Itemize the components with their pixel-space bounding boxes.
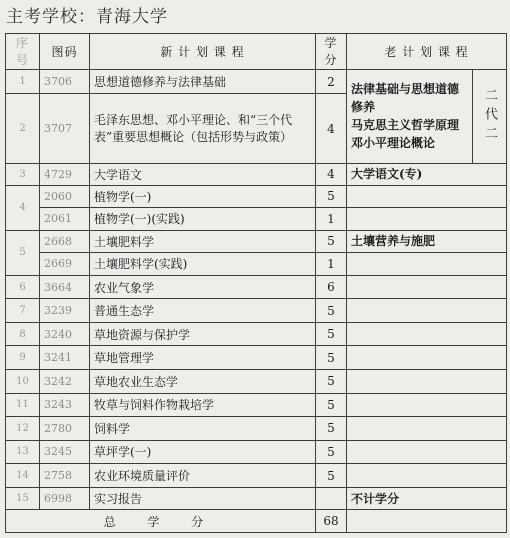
row-seq: 1: [6, 69, 40, 94]
old-course: 不计学分: [347, 487, 507, 510]
row-code: 3239: [40, 299, 90, 323]
row-credit: 2: [316, 69, 347, 94]
row-seq: 4: [6, 185, 40, 230]
old-course-empty: [347, 417, 507, 441]
table-row: [6, 208, 507, 231]
row-seq: 3: [6, 164, 40, 186]
row-code: 6998: [40, 487, 90, 510]
old-course-empty: [347, 440, 507, 464]
row-course-name: 草地农业生态学: [90, 370, 316, 394]
old-course-empty: [347, 464, 507, 488]
total-credit: 68: [316, 510, 347, 533]
table-row: [6, 464, 507, 488]
row-code: 2780: [40, 417, 90, 441]
row-credit: 5: [316, 299, 347, 323]
table-row: [6, 346, 507, 370]
total-row: [6, 510, 507, 533]
row-course-name: 土壤肥料学: [90, 230, 316, 253]
old-course-line: 法律基础与思想道德修养: [351, 82, 460, 115]
row-course-name: 草地资源与保护学: [90, 322, 316, 346]
old-course-empty: [347, 208, 507, 231]
row-credit: 5: [316, 370, 347, 394]
table-row: [6, 185, 507, 208]
row-course-name: 思想道德修养与法律基础: [90, 69, 316, 94]
row-seq: 14: [6, 464, 40, 488]
row-course-name: 土壤肥料学(实践): [90, 253, 316, 276]
table-row: [6, 440, 507, 464]
row-code: 3242: [40, 370, 90, 394]
old-course-line: 马克思主义哲学原理: [351, 118, 460, 133]
row-code: 3245: [40, 440, 90, 464]
old-course-empty: [347, 346, 507, 370]
row-credit: 5: [316, 417, 347, 441]
old-course-empty: [347, 299, 507, 323]
row-code: 2668: [40, 230, 90, 253]
header-credit: 学分: [316, 34, 347, 70]
total-old-empty: [347, 510, 507, 533]
header-seq: 序号: [6, 34, 40, 70]
row-course-name: 植物学(一)(实践): [90, 208, 316, 231]
row-seq: 12: [6, 417, 40, 441]
course-plan-table: [5, 33, 507, 533]
old-course-empty: [347, 393, 507, 417]
row-code: 3243: [40, 393, 90, 417]
row-credit: 5: [316, 230, 347, 253]
row-credit: 5: [316, 185, 347, 208]
table-row: [6, 299, 507, 323]
row-seq: 13: [6, 440, 40, 464]
table-row: [6, 393, 507, 417]
row-code: 2669: [40, 253, 90, 276]
row-course-name: 实习报告: [90, 487, 316, 510]
row-course-name: 牧草与饲料作物栽培学: [90, 393, 316, 417]
row-code: 3664: [40, 275, 90, 299]
row-credit: 5: [316, 440, 347, 464]
header-new-course: 新 计 划 课 程: [90, 34, 316, 70]
row-code: 4729: [40, 164, 90, 186]
table-row: [6, 370, 507, 394]
row-course-name: 草地管理学: [90, 346, 316, 370]
row-credit: [316, 487, 347, 510]
row-credit: 4: [316, 94, 347, 164]
table-row: [6, 230, 507, 253]
old-course-line: 邓小平理论概论: [351, 136, 436, 151]
row-credit: 5: [316, 346, 347, 370]
old-course-empty: [347, 322, 507, 346]
table-row: [6, 322, 507, 346]
row-code: 3241: [40, 346, 90, 370]
row-credit: 5: [316, 464, 347, 488]
row-credit: 5: [316, 322, 347, 346]
row-course-name: 草坪学(一): [90, 440, 316, 464]
row-course-name: 饲料学: [90, 417, 316, 441]
row-seq: 8: [6, 322, 40, 346]
header-code: 图码: [40, 34, 90, 70]
row-seq: 10: [6, 370, 40, 394]
old-course-empty: [347, 185, 507, 208]
total-label: 总 学 分: [6, 510, 316, 533]
row-code: 2060: [40, 185, 90, 208]
old-course: 大学语文(专): [347, 164, 507, 186]
table-row: [6, 487, 507, 510]
row-seq: 9: [6, 346, 40, 370]
row-course-name: 大学语文: [90, 164, 316, 186]
row-code: 3240: [40, 322, 90, 346]
table-row: [6, 417, 507, 441]
row-credit: 1: [316, 208, 347, 231]
row-course-name: 农业环境质量评价: [90, 464, 316, 488]
row-seq: 2: [6, 94, 40, 164]
header-old-course: 老 计 划 课 程: [347, 34, 507, 70]
old-course-group: [347, 69, 473, 163]
table-row: [6, 69, 507, 94]
row-course-name: 植物学(一): [90, 185, 316, 208]
table-row: [6, 275, 507, 299]
row-credit: 5: [316, 393, 347, 417]
row-course-name: 普通生态学: [90, 299, 316, 323]
row-credit: 4: [316, 164, 347, 186]
table-header-row: [6, 34, 507, 70]
row-course-name: 农业气象学: [90, 275, 316, 299]
row-course-name: 毛泽东思想、邓小平理论、和“三个代表”重要思想概论（包括形势与政策）: [90, 94, 316, 164]
row-code: 2061: [40, 208, 90, 231]
row-credit: 1: [316, 253, 347, 276]
row-seq: 11: [6, 393, 40, 417]
old-course-empty: [347, 275, 507, 299]
old-course-empty: [347, 370, 507, 394]
row-credit: 6: [316, 275, 347, 299]
row-seq: 15: [6, 487, 40, 510]
table-row: [6, 253, 507, 276]
row-code: 3707: [40, 94, 90, 164]
row-code: 2758: [40, 464, 90, 488]
old-course: 土壤营养与施肥: [347, 230, 507, 253]
row-seq: 7: [6, 299, 40, 323]
row-seq: 5: [6, 230, 40, 275]
old-course-empty: [347, 253, 507, 276]
old-course-side-label: 二代二: [473, 69, 507, 163]
row-seq: 6: [6, 275, 40, 299]
row-code: 3706: [40, 69, 90, 94]
table-row: [6, 164, 507, 186]
page-title: 主考学校：青海大学: [6, 7, 168, 27]
